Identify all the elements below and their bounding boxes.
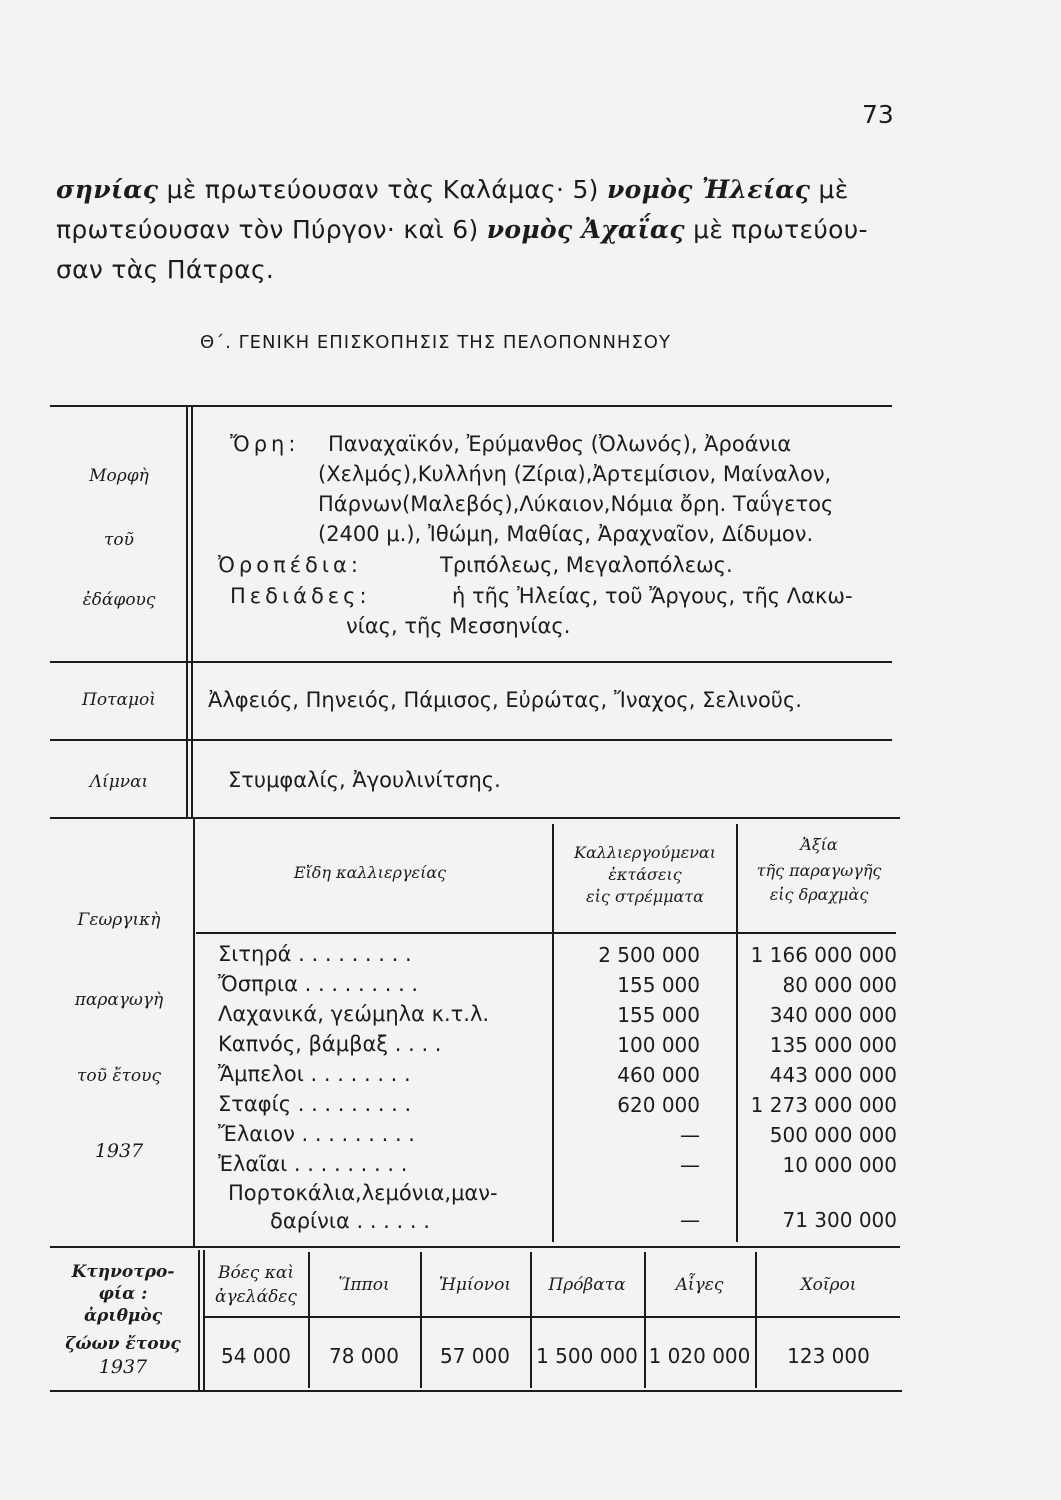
intro-line-1 bbox=[56, 170, 896, 210]
crop-area: — bbox=[680, 1123, 700, 1147]
stock-head-sheep: Πρόβατα bbox=[548, 1275, 626, 1295]
stock-head-cattle-2: ἀγελάδες bbox=[215, 1287, 297, 1307]
pediades-heading: Πεδιάδες: bbox=[230, 584, 371, 608]
potamoi-text: Ἀλφειός, Πηνειός, Πάμισος, Εὐρώτας, Ἴναχος, Σελινοῦς. bbox=[208, 688, 802, 712]
stock-label-divider-right bbox=[203, 1250, 205, 1390]
stock-head-cattle-1: Βόες καὶ bbox=[217, 1263, 295, 1283]
limnai-text: Στυμφαλίς, Ἀγουλινίτσης. bbox=[228, 768, 501, 792]
georgiki-label-1: Γεωργικὴ bbox=[77, 910, 161, 930]
pediades-line-2: νίας, τῆς Μεσσηνίας. bbox=[346, 614, 571, 638]
intro-bold-segment: νομὸς Ἠλείας bbox=[606, 175, 811, 204]
crop-value: 1 273 000 000 bbox=[750, 1093, 897, 1117]
page-number: 73 bbox=[862, 100, 894, 129]
crop-name: Ἄμπελοι . . . . . . . . bbox=[218, 1062, 411, 1086]
georgiki-col-divider-2 bbox=[736, 824, 738, 1242]
stock-val-horses: 78 000 bbox=[329, 1344, 399, 1368]
stock-label-divider-left bbox=[198, 1250, 200, 1390]
pediades-line-1: ἡ τῆς Ἠλείας, τοῦ Ἄργους, τῆς Λακω- bbox=[452, 584, 853, 608]
georgiki-header-rule bbox=[196, 932, 896, 934]
oropedia-text: Τριπόλεως, Μεγαλοπόλεως. bbox=[440, 553, 733, 577]
ori-line-3: Πάρνων(Μαλεβός),Λύκαιον,Νόμια ὄρη. Ταΰγετος bbox=[318, 492, 834, 516]
crop-name: Ἔλαιον . . . . . . . . . bbox=[218, 1122, 415, 1146]
crop-value: 340 000 000 bbox=[769, 1003, 897, 1027]
rule-after-morfi bbox=[50, 661, 892, 663]
ori-line-2: (Χελμός),Κυλλήνη (Ζίρια),Ἀρτεμίσιον, Μαίναλον, bbox=[318, 462, 832, 486]
intro-segment: μὲ πρωτεύουσαν τὰς Καλάμας· 5) bbox=[158, 175, 607, 204]
rule-after-georgiki bbox=[50, 1246, 900, 1248]
intro-paragraph bbox=[56, 170, 896, 290]
intro-bold-segment: νομὸς Ἀχαΐας bbox=[486, 215, 685, 244]
intro-segment: σαν τὰς Πάτρας. bbox=[56, 255, 275, 284]
col-value-header-1: Ἀξία bbox=[800, 835, 838, 854]
crop-name: Ὄσπρια . . . . . . . . . bbox=[218, 972, 419, 996]
morfi-label-1: Μορφὴ bbox=[89, 466, 149, 486]
potamoi-label: Ποταμοὶ bbox=[82, 690, 156, 710]
crop-value: 443 000 000 bbox=[769, 1063, 897, 1087]
intro-line-3 bbox=[56, 250, 896, 290]
crop-value: 135 000 000 bbox=[769, 1033, 897, 1057]
col-area-header-2: ἐκτάσεις bbox=[608, 865, 682, 884]
crop-area: 620 000 bbox=[617, 1093, 700, 1117]
col-value-header-2: τῆς παραγωγῆς bbox=[756, 861, 882, 880]
col-value-header-3: εἰς δραχμὰς bbox=[769, 885, 869, 904]
crop-name: Ἐλαῖαι . . . . . . . . . bbox=[218, 1152, 408, 1176]
crop-area: 460 000 bbox=[617, 1063, 700, 1087]
limnai-label: Λίμναι bbox=[89, 772, 149, 792]
stock-head-pigs: Χοῖροι bbox=[800, 1275, 857, 1295]
oropedia-heading: Ὀροπέδια: bbox=[218, 553, 362, 577]
intro-bold-segment: σηνίας bbox=[56, 175, 159, 204]
stock-head-mules: Ἡμίονοι bbox=[438, 1275, 512, 1295]
stock-val-pigs: 123 000 bbox=[787, 1344, 870, 1368]
crop-value: 1 166 000 000 bbox=[750, 943, 897, 967]
crop-last-line-1: Πορτοκάλια,λεμόνια,μαν- bbox=[228, 1181, 498, 1205]
crop-value: 80 000 000 bbox=[782, 973, 897, 997]
ori-heading: Ὄρη: bbox=[230, 432, 300, 456]
crop-area: 100 000 bbox=[617, 1033, 700, 1057]
stock-val-mules: 57 000 bbox=[440, 1344, 510, 1368]
stock-val-sheep: 1 500 000 bbox=[536, 1344, 638, 1368]
stock-val-goats: 1 020 000 bbox=[648, 1344, 751, 1368]
crop-value: 500 000 000 bbox=[769, 1123, 897, 1147]
crop-name: Σιτηρά . . . . . . . . . bbox=[218, 942, 412, 966]
stock-val-cattle: 54 000 bbox=[221, 1344, 291, 1368]
georgiki-label-3: τοῦ ἔτους bbox=[77, 1066, 161, 1086]
georgiki-label-divider bbox=[193, 817, 195, 1246]
georgiki-col-divider-1 bbox=[552, 824, 554, 1242]
crop-value: 10 000 000 bbox=[782, 1153, 897, 1177]
crop-last-area: — bbox=[680, 1208, 700, 1232]
crop-area: 155 000 bbox=[617, 973, 700, 997]
morfi-label-2: τοῦ bbox=[104, 530, 134, 550]
crop-name: Λαχανικά, γεώμηλα κ.τ.λ. bbox=[218, 1002, 490, 1026]
morfi-label-3: ἐδάφους bbox=[82, 590, 156, 610]
crop-last-value: 71 300 000 bbox=[782, 1208, 897, 1232]
table-bottom-rule bbox=[50, 1390, 902, 1392]
col-area-header-3: εἰς στρέμματα bbox=[586, 887, 704, 906]
stock-label-2: φία : bbox=[98, 1284, 148, 1304]
stock-label-5: 1937 bbox=[98, 1356, 148, 1378]
intro-line-2 bbox=[56, 210, 896, 250]
stock-head-horses: Ἵπποι bbox=[338, 1275, 390, 1295]
georgiki-label-2: παραγωγὴ bbox=[74, 990, 164, 1010]
col-crop-header: Εἴδη καλλιεργείας bbox=[293, 863, 447, 882]
stock-label-3: ἀριθμὸς bbox=[83, 1306, 163, 1326]
stock-label-1: Κτηνοτρο- bbox=[71, 1262, 175, 1282]
table-top-rule bbox=[50, 405, 892, 407]
crop-area: — bbox=[680, 1153, 700, 1177]
ori-line-4: (2400 μ.), Ἰθώμη, Μαθίας, Ἀραχναῖον, Δίδυμον. bbox=[318, 522, 814, 546]
stock-head-goats: Αἶγες bbox=[675, 1275, 724, 1295]
georgiki-label-4: 1937 bbox=[94, 1140, 144, 1162]
intro-segment: μὲ bbox=[810, 175, 849, 204]
crop-name: Καπνός, βάμβαξ . . . . bbox=[218, 1032, 442, 1056]
intro-segment: μὲ πρωτεύου- bbox=[684, 215, 868, 244]
section-title: Θ΄. ΓΕΝΙΚΗ ΕΠΙΣΚΟΠΗΣΙΣ ΤΗΣ ΠΕΛΟΠΟΝΝΗΣΟΥ bbox=[200, 332, 671, 353]
ori-line-1: Παναχαϊκόν, Ἐρύμανθος (Ὀλωνός), Ἀροάνια bbox=[328, 432, 792, 456]
intro-segment: πρωτεύουσαν τὸν Πύργον· καὶ 6) bbox=[56, 215, 487, 244]
crop-area: 2 500 000 bbox=[598, 943, 700, 967]
rule-after-potamoi bbox=[50, 739, 892, 741]
crop-name: Σταφίς . . . . . . . . . bbox=[218, 1092, 412, 1116]
stock-label-4: ζώων ἔτους bbox=[65, 1334, 181, 1354]
crop-last-line-2: δαρίνια . . . . . . bbox=[270, 1209, 430, 1233]
col-area-header-1: Καλλιεργούμεναι bbox=[573, 843, 716, 862]
crop-area: 155 000 bbox=[617, 1003, 700, 1027]
rule-after-limnai bbox=[50, 817, 900, 819]
